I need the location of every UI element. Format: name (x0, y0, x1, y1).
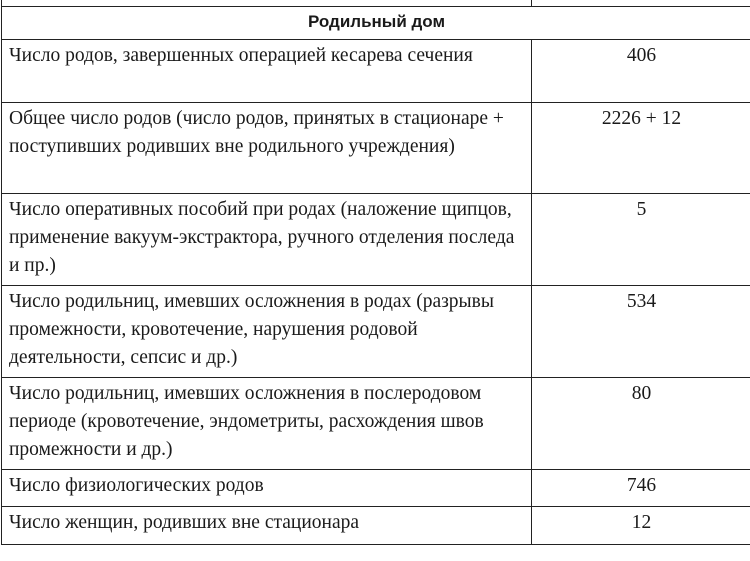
table-row (2, 470, 750, 507)
table-row (2, 40, 750, 103)
section-title: Родильный дом (2, 7, 750, 40)
row-value: 534 (532, 286, 750, 378)
table-row (2, 286, 750, 378)
row-value: 746 (532, 470, 750, 507)
row-value: 5 (532, 194, 750, 286)
table-row (2, 378, 750, 470)
row-label: Число родов, завершенных операцией кесарева сечения (2, 40, 532, 103)
table-row (2, 194, 750, 286)
row-value: 406 (532, 40, 750, 103)
data-table (1, 0, 750, 545)
row-value: 2226 + 12 (532, 103, 750, 194)
row-label: Число женщин, родивших вне стационара (2, 507, 532, 545)
section-header-row (2, 7, 750, 40)
row-value: 80 (532, 378, 750, 470)
row-label: Число оперативных пособий при родах (наложение щипцов, применение вакуум-экстрактора, ручного отделения последа и пр.) (2, 194, 532, 286)
table-row (2, 507, 750, 545)
table-row (2, 103, 750, 194)
row-label: Общее число родов (число родов, принятых в стационаре + поступивших родивших вне родильного учреждения) (2, 103, 532, 194)
row-label: Число физиологических родов (2, 470, 532, 507)
row-value: 12 (532, 507, 750, 545)
row-label: Число родильниц, имевших осложнения в родах (разрывы промежности, кровотечение, нарушения родовой деятельности, сепсис и др.) (2, 286, 532, 378)
row-label: Число родильниц, имевших осложнения в послеродовом периоде (кровотечение, эндометриты, расхождения швов промежности и др.) (2, 378, 532, 470)
